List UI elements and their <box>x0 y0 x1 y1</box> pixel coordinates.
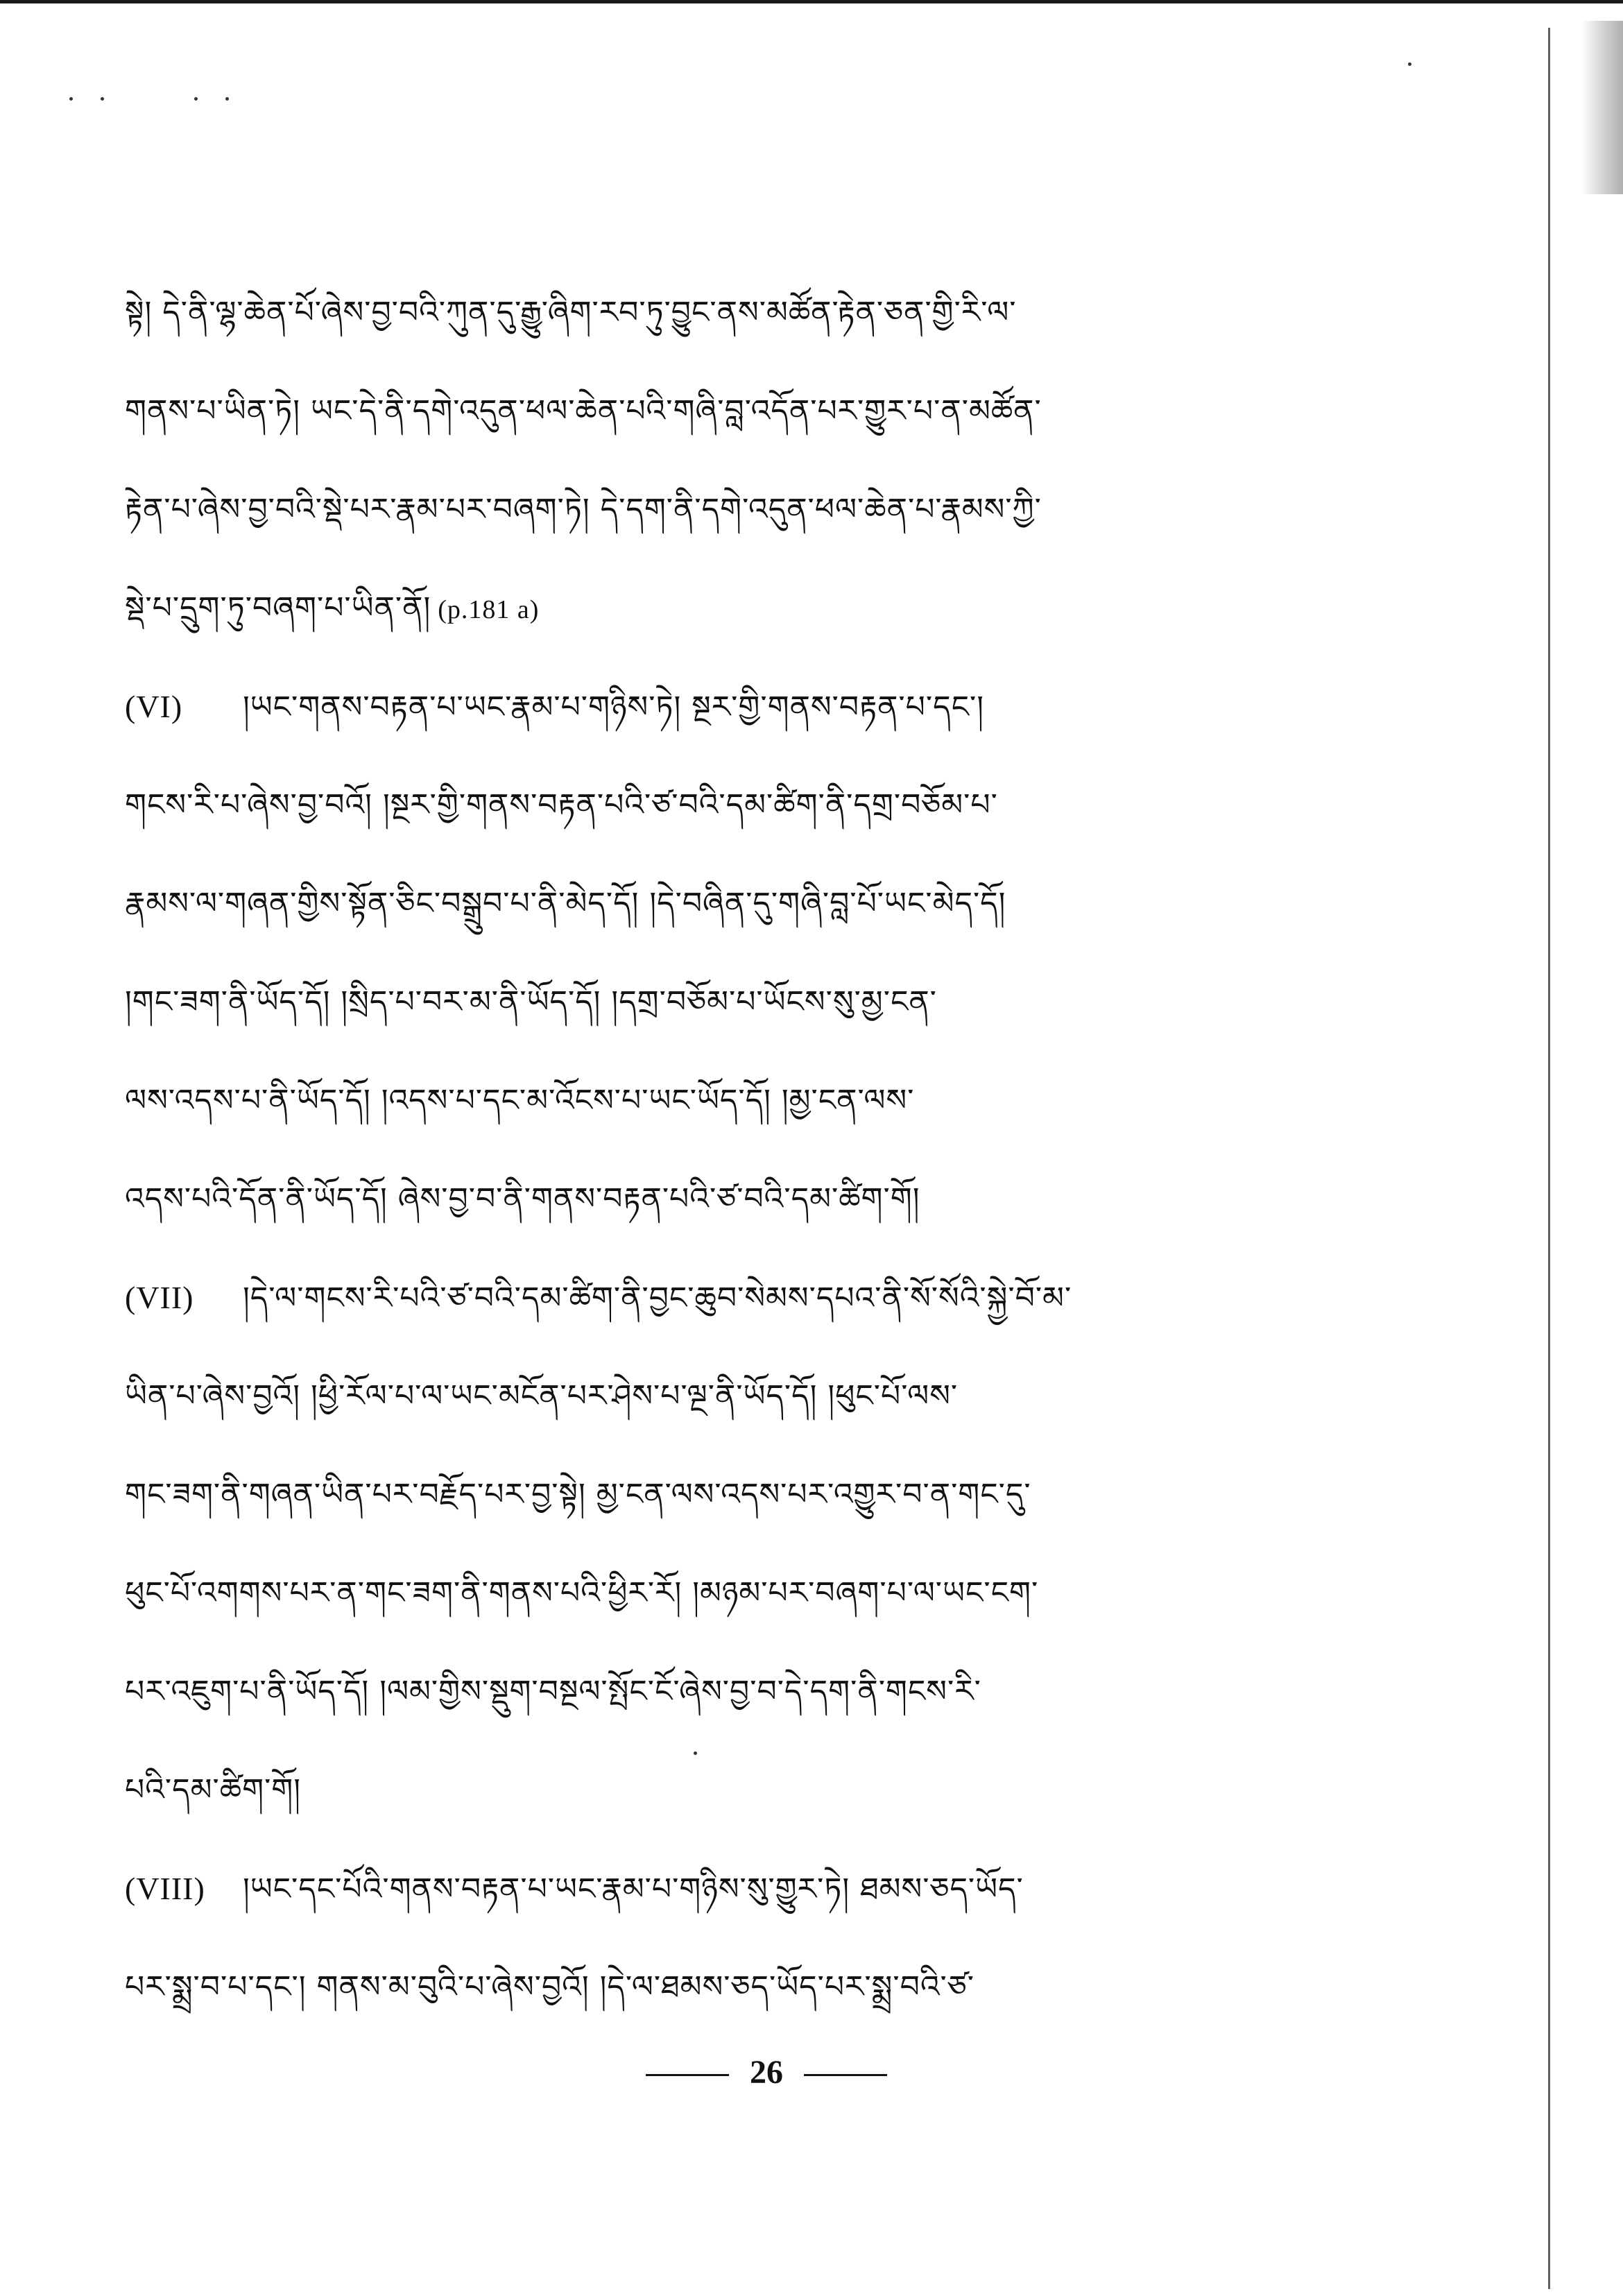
page-number: 26 <box>750 2054 783 2091</box>
text-line <box>125 1840 1394 1938</box>
line-text: འདས་པའི་དོན་ནི་ཡོད་དོ། ཞེས་བྱ་བ་ནི་གནས་བརྟན་པའི་ཙ་བའི་དམ་ཚིག་གོ། <box>125 1181 920 1217</box>
text-line <box>125 1741 1394 1840</box>
line-text: སྡེ་པ་དྲུག་ཏུ་བཞག་པ་ཡིན་ནོ། <box>125 590 431 626</box>
footer-dash-right <box>804 2074 887 2076</box>
scan-speck <box>194 97 198 101</box>
line-text: །ཡང་དང་པོའི་གནས་བརྟན་པ་ཡང་རྣམ་པ་གཉིས་སུ་གྱུར་ཏེ། ཐམས་ཅད་ཡོད་ <box>243 1871 1024 1907</box>
line-text: སྟེ། དེ་ནི་ལྷ་ཆེན་པོ་ཞེས་བྱ་བའི་ཀུན་དུ་རྒྱུ་ཞིག་རབ་ཏུ་བྱུང་ནས་མཚོན་རྟེན་ཅན་གྱི་རི་ལ་ <box>125 295 1017 330</box>
page-reference: (p.181 a) <box>438 595 540 624</box>
text-line <box>125 1052 1394 1150</box>
scan-speck <box>225 97 229 101</box>
section-marker: (VIII) <box>125 1871 205 1906</box>
line-text: །གང་ཟག་ནི་ཡོད་དོ། །སྲིད་པ་བར་མ་ནི་ཡོད་དོ། །དགྲ་བཅོམ་པ་ཡོངས་སུ་མྱ་ངན་ <box>125 984 937 1020</box>
text-line <box>125 362 1394 461</box>
text-line <box>125 756 1394 855</box>
scan-speck <box>69 97 73 101</box>
line-text: པའི་དམ་ཚིག་གོ། <box>125 1772 302 1808</box>
text-line <box>125 264 1394 362</box>
text-line <box>125 461 1394 559</box>
text-line <box>125 1938 1394 2037</box>
text-line <box>125 1347 1394 1446</box>
line-text: ལས་འདས་པ་ནི་ཡོད་དོ། །འདས་པ་དང་མ་འོངས་པ་ཡང་ཡོད་དོ། །མྱ་ངན་ལས་ <box>125 1083 915 1118</box>
line-text: རྟེན་པ་ཞེས་བྱ་བའི་སྡེ་པར་རྣམ་པར་བཞག་ཏེ། དེ་དག་ནི་དགེ་འདུན་ཕལ་ཆེན་པ་རྣམས་ཀྱི་ <box>125 492 1042 527</box>
text-line <box>125 953 1394 1052</box>
text-line <box>125 1643 1394 1741</box>
scan-speck <box>101 97 104 101</box>
line-text: པར་འཇུག་པ་ནི་ཡོད་དོ། །ལམ་གྱིས་སྡུག་བསྔལ་སྤོང་ངོ་ཞེས་བྱ་བ་དེ་དག་ནི་གངས་རི་ <box>125 1674 981 1709</box>
text-line <box>125 855 1394 953</box>
line-text: གང་ཟག་ནི་གཞན་ཡིན་པར་བརྗོད་པར་བྱ་སྟེ། མྱ་ངན་ལས་འདས་པར་འགྱུར་བ་ན་གང་དུ་ <box>125 1477 1031 1512</box>
line-text: །ཡང་གནས་བརྟན་པ་ཡང་རྣམ་པ་གཉིས་ཏེ། སྔར་གྱི་གནས་བརྟན་པ་དང་། <box>243 689 984 725</box>
line-text: ཕུང་པོ་འགགས་པར་ན་གང་ཟག་ནི་གནས་པའི་ཕྱིར་རོ། །མཉམ་པར་བཞག་པ་ལ་ཡང་ངག་ <box>125 1575 1039 1611</box>
text-line <box>125 1544 1394 1643</box>
text-line <box>125 1150 1394 1249</box>
section-marker: (VII) <box>125 1280 194 1315</box>
text-line <box>125 1446 1394 1544</box>
line-text: གནས་པ་ཡིན་ཏེ། ཡང་དེ་ནི་དགེ་འདུན་ཕལ་ཆེན་པའི་གཞི་བླ་འདོན་པར་གྱུར་པ་ན་མཚོན་ <box>125 393 1042 429</box>
page-top-border <box>0 0 1623 3</box>
line-text: ཡིན་པ་ཞེས་བྱའོ། །ཕྱི་རོལ་པ་ལ་ཡང་མངོན་པར་ཤེས་པ་ལྔ་ནི་ཡོད་དོ། །ཕུང་པོ་ལས་ <box>125 1378 959 1414</box>
line-text: རྣམས་ལ་གཞན་གྱིས་སྟོན་ཅིང་བསྒྲུབ་པ་ནི་མེད་དོ། །དེ་བཞིན་དུ་གཞི་བླ་པོ་ཡང་མེད་དོ། <box>125 886 1006 921</box>
document-body <box>125 264 1394 2037</box>
scan-edge-line <box>1548 28 1550 2289</box>
line-text: །དེ་ལ་གངས་རི་པའི་ཙ་བའི་དམ་ཚིག་ནི་བྱང་ཆུབ་སེམས་དཔའ་ནི་སོ་སོའི་སྐྱེ་བོ་མ་ <box>243 1280 1072 1316</box>
scan-edge-shadow <box>1581 21 1623 194</box>
page-number-footer <box>0 2053 1533 2091</box>
text-line <box>125 559 1394 658</box>
scan-speck <box>1408 62 1411 66</box>
footer-dash-left <box>646 2074 729 2076</box>
line-text: པར་སྨྲ་བ་པ་དང་། གནས་མ་བུའི་པ་ཞེས་བྱའོ། །དེ་ལ་ཐམས་ཅད་ཡོད་པར་སྨྲ་བའི་ཙ་ <box>125 1969 975 2005</box>
line-text: གངས་རི་པ་ཞེས་བྱ་བའོ། །སྔར་གྱི་གནས་བརྟན་པའི་ཙ་བའི་དམ་ཚིག་ནི་དགྲ་བཅོམ་པ་ <box>125 787 998 823</box>
text-line <box>125 1249 1394 1347</box>
text-line <box>125 658 1394 756</box>
section-marker: (VI) <box>125 689 183 724</box>
